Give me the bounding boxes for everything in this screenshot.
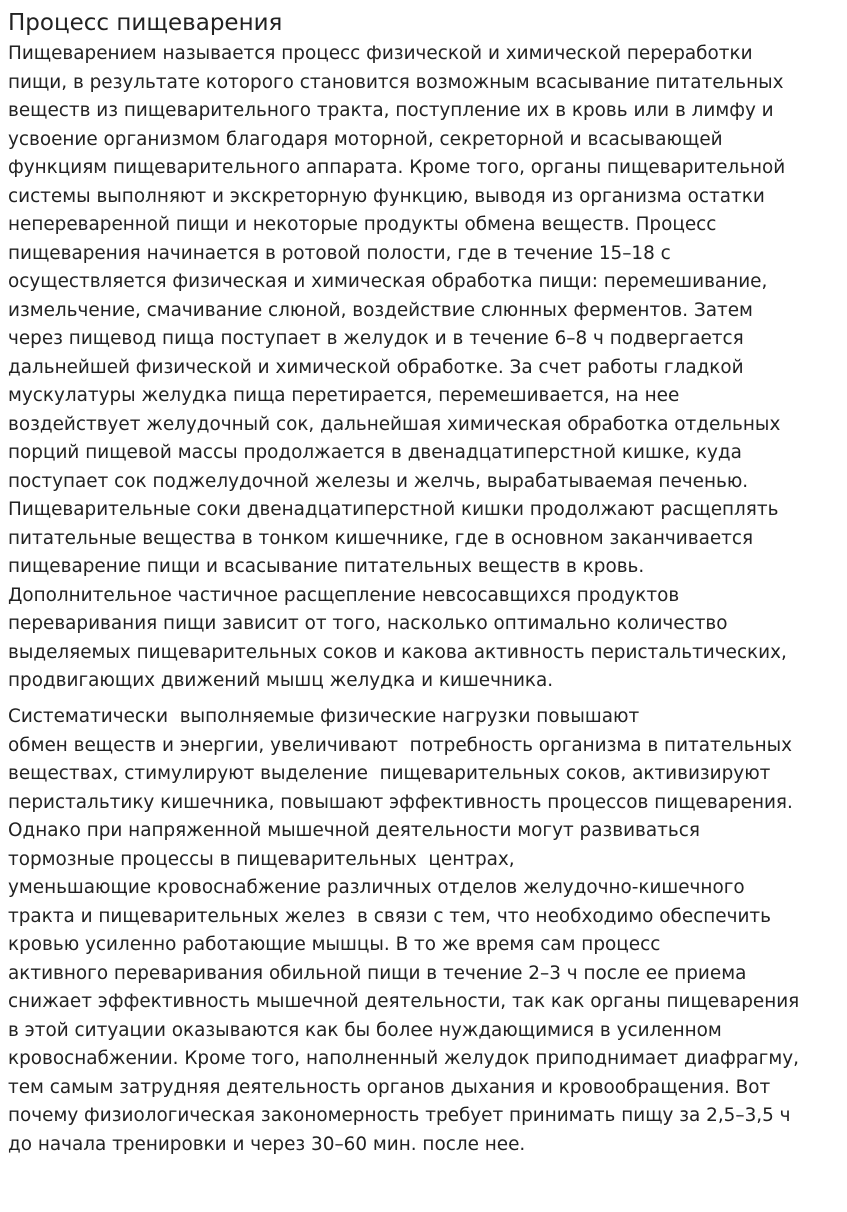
text-line: порций пищевой массы продолжается в двенадцатиперстной кишке, куда [8, 442, 742, 463]
text-line: Пищеварением называется процесс физической и химической переработки [8, 43, 753, 64]
text-line: дальнейшей физической и химической обработке. За счет работы гладкой [8, 356, 744, 378]
text-line: измельчение, смачивание слюной, воздействие слюнных ферментов. Затем [8, 299, 753, 321]
text-line: воздействует желудочный сок, дальнейшая химическая обработка отдельных [8, 413, 781, 435]
text-line: снижает эффективность мышечной деятельности, так как органы пищеварения [8, 991, 800, 1012]
text-line: усвоение организмом благодаря моторной, секреторной и всасывающей [8, 128, 723, 150]
paragraph-1 [8, 40, 840, 696]
text-line: выделяемых пищеварительных соков и какова активность перистальтических, [8, 641, 787, 663]
text-line: веществ из пищеварительного тракта, поступление их в кровь или в лимфу и [8, 100, 774, 121]
text-line: Однако при напряженной мышечной деятельности могут развиваться [8, 820, 700, 841]
text-line: активного переваривания обильной пищи в течение 2–3 ч после ее приема [8, 962, 747, 984]
text-line: веществах, стимулируют выделение пищеварительных соков, активизируют [8, 763, 771, 784]
text-line: пищи, в результате которого становится возможным всасывание питательных [8, 71, 784, 93]
text-line: функциям пищеварительного аппарата. Кроме того, органы пищеварительной [8, 157, 786, 178]
text-line: тормозные процессы в пищеварительных центрах, [8, 848, 515, 870]
text-line: до начала тренировки и через 30–60 мин. после нее. [8, 1133, 526, 1155]
text-line: продвигающих движений мышц желудка и кишечника. [8, 670, 554, 691]
text-line: Систематически выполняемые физические нагрузки повышают [8, 706, 640, 727]
text-line: мускулатуры желудка пища перетирается, перемешивается, на нее [8, 385, 680, 406]
text-line: переваривания пищи зависит от того, насколько оптимально количество [8, 613, 728, 634]
text-line: уменьшающие кровоснабжение различных отделов желудочно-кишечного [8, 877, 745, 898]
text-line: тем самым затрудняя деятельность органов дыхания и кровообращения. Вот [8, 1076, 771, 1098]
text-line: питательные вещества в тонком кишечнике, где в основном заканчивается [8, 527, 754, 549]
text-line: непереваренной пищи и некоторые продукты обмена веществ. Процесс [8, 214, 717, 235]
text-line: почему физиологическая закономерность требует принимать пищу за 2,5–3,5 ч [8, 1105, 791, 1126]
text-line: кровоснабжении. Кроме того, наполненный желудок приподнимает диафрагму, [8, 1048, 799, 1069]
document-body [8, 40, 840, 1159]
text-line: обмен веществ и энергии, увеличивают потребность организма в питательных [8, 734, 793, 756]
text-line: тракта и пищеварительных желез в связи с тем, что необходимо обеспечить [8, 905, 771, 927]
text-line: кровью усиленно работающие мышцы. В то же время сам процесс [8, 934, 661, 955]
text-line: через пищевод пища поступает в желудок и в течение 6–8 ч подвергается [8, 328, 744, 349]
text-line: осуществляется физическая и химическая обработка пищи: перемешивание, [8, 271, 768, 292]
page-title: Процесс пищеварения [8, 10, 283, 36]
text-line: поступает сок поджелудочной железы и желчь, вырабатываемая печенью. [8, 470, 749, 492]
text-line: пищеварения начинается в ротовой полости, где в течение 15–18 с [8, 242, 671, 264]
text-line: перистальтику кишечника, повышают эффективность процессов пищеварения. [8, 791, 793, 813]
text-line: Пищеварительные соки двенадцатиперстной кишки продолжают расщеплять [8, 499, 779, 520]
paragraph-2 [8, 703, 840, 1159]
text-line: в этой ситуации оказываются как бы более нуждающимися в усиленном [8, 1019, 722, 1041]
text-line: пищеварение пищи и всасывание питательных веществ в кровь. [8, 556, 645, 577]
text-line: системы выполняют и экскреторную функцию, выводя из организма остатки [8, 185, 765, 207]
text-line: Дополнительное частичное расщепление невсосавщихся продуктов [8, 584, 680, 606]
document [8, 6, 840, 1159]
